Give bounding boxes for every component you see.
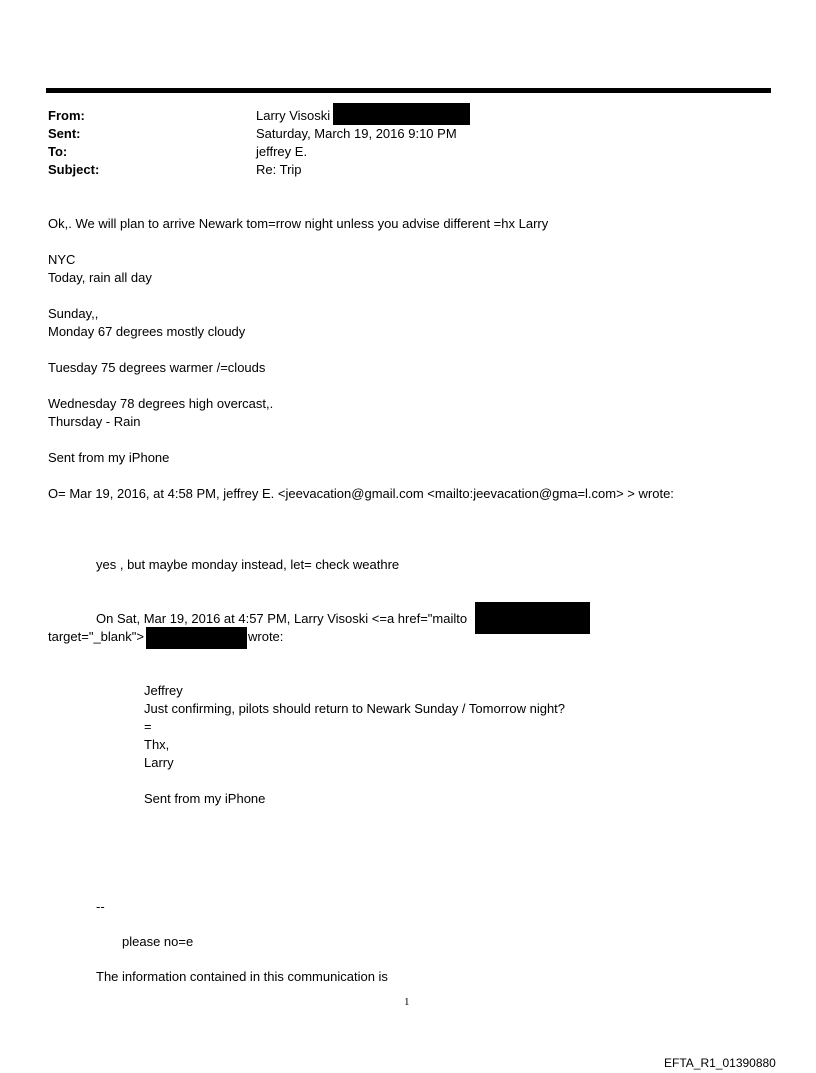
reply-line: Just confirming, pilots should return to Newark Sunday / Tomorrow night? — [144, 701, 566, 716]
body-line: Monday 67 degrees mostly cloudy — [48, 324, 246, 339]
body-line: Sunday,, — [48, 306, 99, 321]
to-value: jeffrey E. — [256, 144, 308, 159]
page-number: 1 — [404, 996, 410, 1008]
to-label: To: — [48, 144, 68, 159]
signature-dashes: -- — [96, 899, 105, 914]
quote-header-target: target="_blank"> — [48, 629, 144, 644]
reply-line: Sent from my iPhone — [144, 791, 266, 806]
reply-line: Jeffrey — [144, 683, 183, 698]
body-line: Today, rain all day — [48, 270, 152, 285]
from-value: Larry Visoski — [256, 108, 331, 123]
body-line: Sent from my iPhone — [48, 450, 170, 465]
subject-value: Re: Trip — [256, 162, 302, 177]
sent-label: Sent: — [48, 126, 81, 141]
signature-line: The information contained in this communication is — [96, 969, 388, 984]
redaction-box — [146, 627, 247, 649]
body-line: Ok,. We will plan to arrive Newark tom=rrow night unless you advise different =hx Larry — [48, 216, 549, 231]
redaction-box — [475, 602, 590, 634]
quote-header-wrote: wrote: — [248, 629, 284, 644]
sent-value: Saturday, March 19, 2016 9:10 PM — [256, 126, 457, 141]
body-line: Tuesday 75 degrees warmer /=clouds — [48, 360, 266, 375]
reply-line: = — [144, 719, 152, 734]
reply-line: Larry — [144, 755, 174, 770]
reply-line: yes , but maybe monday instead, let= check weathre — [96, 557, 400, 572]
bates-number: EFTA_R1_01390880 — [664, 1056, 776, 1070]
quote-header: On Sat, Mar 19, 2016 at 4:57 PM, Larry Visoski <=a href="mailto — [96, 611, 468, 626]
body-line: NYC — [48, 252, 76, 267]
body-line: Wednesday 78 degrees high overcast,. — [48, 396, 274, 411]
reply-line: Thx, — [144, 737, 170, 752]
redaction-box — [333, 103, 470, 125]
from-label: From: — [48, 108, 85, 123]
header-rule — [46, 88, 771, 93]
signature-line: please no=e — [122, 934, 194, 949]
subject-label: Subject: — [48, 162, 100, 177]
body-line: Thursday - Rain — [48, 414, 141, 429]
quote-header: O= Mar 19, 2016, at 4:58 PM, jeffrey E. <jeevacation@gmail.com <mailto:jeevacation@gma=l.com> > wrote: — [48, 486, 674, 501]
